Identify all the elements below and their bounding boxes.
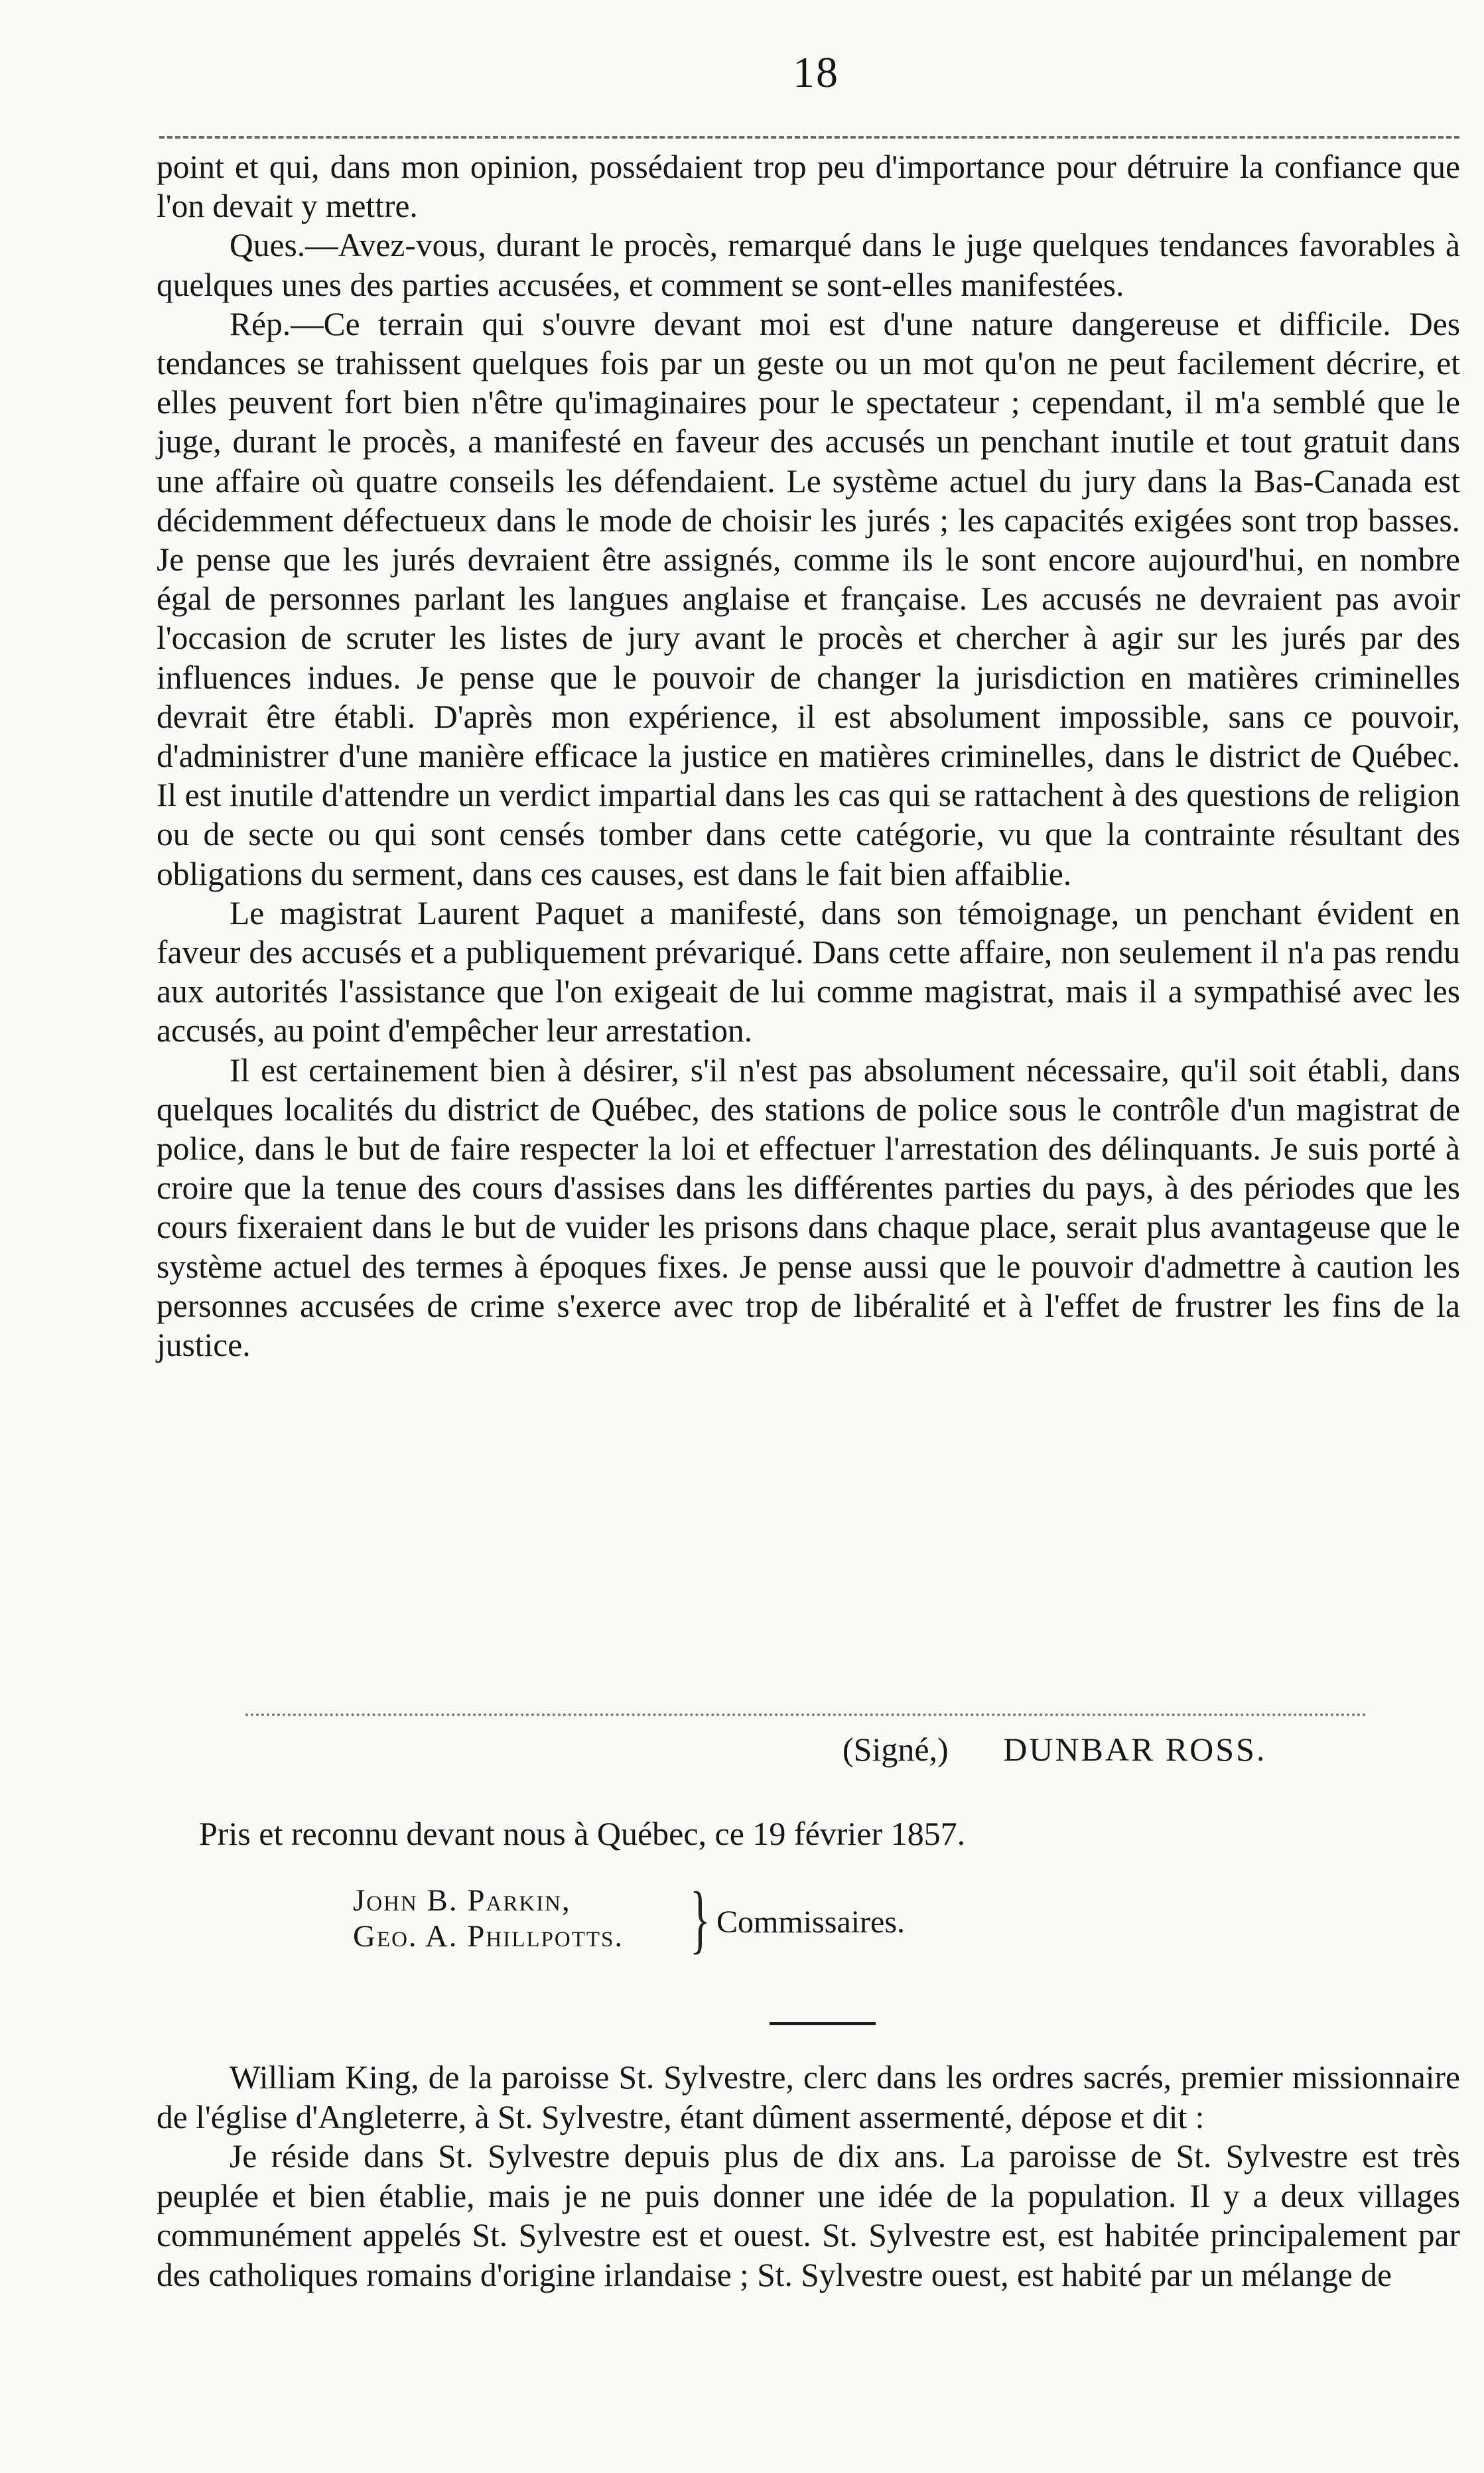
testimony-body <box>157 147 1460 1365</box>
header-rule <box>159 136 1459 139</box>
signature-name: DUNBAR ROSS. <box>1003 1731 1267 1768</box>
commissioner-name: John B. Parkin, <box>353 1883 571 1918</box>
section-divider <box>770 2022 876 2025</box>
signature-label: (Signé,) <box>843 1731 949 1768</box>
paragraph-question: Ques.—Avez-vous, durant le procès, remarqué dans le juge quelques tendances favorables à quelques unes des parties accusées, et comment se sont-elles manifestées. <box>157 227 1460 303</box>
second-testimony-body <box>157 2058 1460 2295</box>
signature-block <box>843 1730 1266 1769</box>
commissioners-list <box>353 1883 624 1954</box>
attestation: Pris et reconnu devant nous à Québec, ce 19 février 1857. <box>199 1815 966 1852</box>
paragraph: point et qui, dans mon opinion, possédaient trop peu d'importance pour détruire la confiance que l'on devait y mettre. <box>157 149 1460 225</box>
dotted-rule <box>245 1713 1367 1716</box>
commissioner-name: Geo. A. Phillpotts. <box>353 1919 624 1954</box>
paragraph: Il est certainement bien à désirer, s'il n'est pas absolument nécessaire, qu'il soit établi, dans quelques localités du district de Québec, des stations de police sous le contrôle d'un magistrat de police, dans le but de faire respecter la loi et effectuer l'arrestation des délinquants. Je suis porté à croire que la tenue des cours d'assises dans les différentes parties du pays, à des périodes que les cours fixeraient dans le but de vuider les prisons dans chaque place, serait plus avantageuse que le système actuel des termes à époques fixes. Je pense aussi que le pouvoir d'admettre à caution les personnes accusées de crime s'exerce avec trop de libéralité et à l'effet de frustrer les fins de la justice. <box>157 1051 1460 1364</box>
paragraph-answer: Rép.—Ce terrain qui s'ouvre devant moi est d'une nature dangereuse et difficile. Des tendances se trahissent quelques fois par un geste ou un mot qu'on ne peut facilement décrire, et elles peuvent fort bien n'être qu'imaginaires pour le spectateur ; cependant, il m'a semblé que le juge, durant le procès, a manifesté en faveur des accusés un penchant inutile et tout gratuit dans une affaire où quatre conseils les défendaient. Le système actuel du jury dans la Bas-Canada est décidemment défectueux dans le mode de choisir les jurés ; les capacités exigées sont trop basses. Je pense que les jurés devraient être assignés, comme ils le sont encore aujourd'hui, en nombre égal de personnes parlant les langues anglaise et française. Les accusés ne devraient pas avoir l'occasion de scruter les listes de jury avant le procès et chercher à agir sur les jurés par des influences indues. Je pense que le pouvoir de changer la jurisdiction en matières criminelles devrait être établi. D'après mon expérience, il est absolument impossible, sans ce pouvoir, d'administrer d'une manière efficace la justice en matières criminelles, dans le district de Québec. Il est inutile d'attendre un verdict impartial dans les cas qui se rattachent à des questions de religion ou de secte ou qui sont censés tomber dans cette catégorie, vu que la contrainte résultant des obligations du serment, dans ces causes, est dans le fait bien affaiblie. <box>157 305 1460 892</box>
page-number: 18 <box>793 48 839 97</box>
commissioners-label: Commissaires. <box>716 1905 905 1940</box>
paragraph-intro: William King, de la paroisse St. Sylvestre, clerc dans les ordres sacrés, premier missionnaire de l'église d'Angleterre, à St. Sylvestre, étant dûment assermenté, dépose et dit : <box>157 2059 1460 2135</box>
paragraph: Je réside dans St. Sylvestre depuis plus de dix ans. La paroisse de St. Sylvestre est très peuplée et bien établie, mais je ne puis donner une idée de la population. Il y a deux villages communément appelés St. Sylvestre est et ouest. St. Sylvestre est, est habitée principalement par des catholiques romains d'origine irlandaise ; St. Sylvestre ouest, est habité par un mélange de <box>157 2138 1460 2293</box>
paragraph: Le magistrat Laurent Paquet a manifesté, dans son témoignage, un penchant évident en faveur des accusés et a publiquement prévariqué. Dans cette affaire, non seulement il n'a pas rendu aux autorités l'assistance que l'on exigeait de lui comme magistrat, mais il a sympathisé avec les accusés, au point d'empêcher leur arrestation. <box>157 894 1460 1049</box>
brace-icon: } <box>690 1877 710 1961</box>
